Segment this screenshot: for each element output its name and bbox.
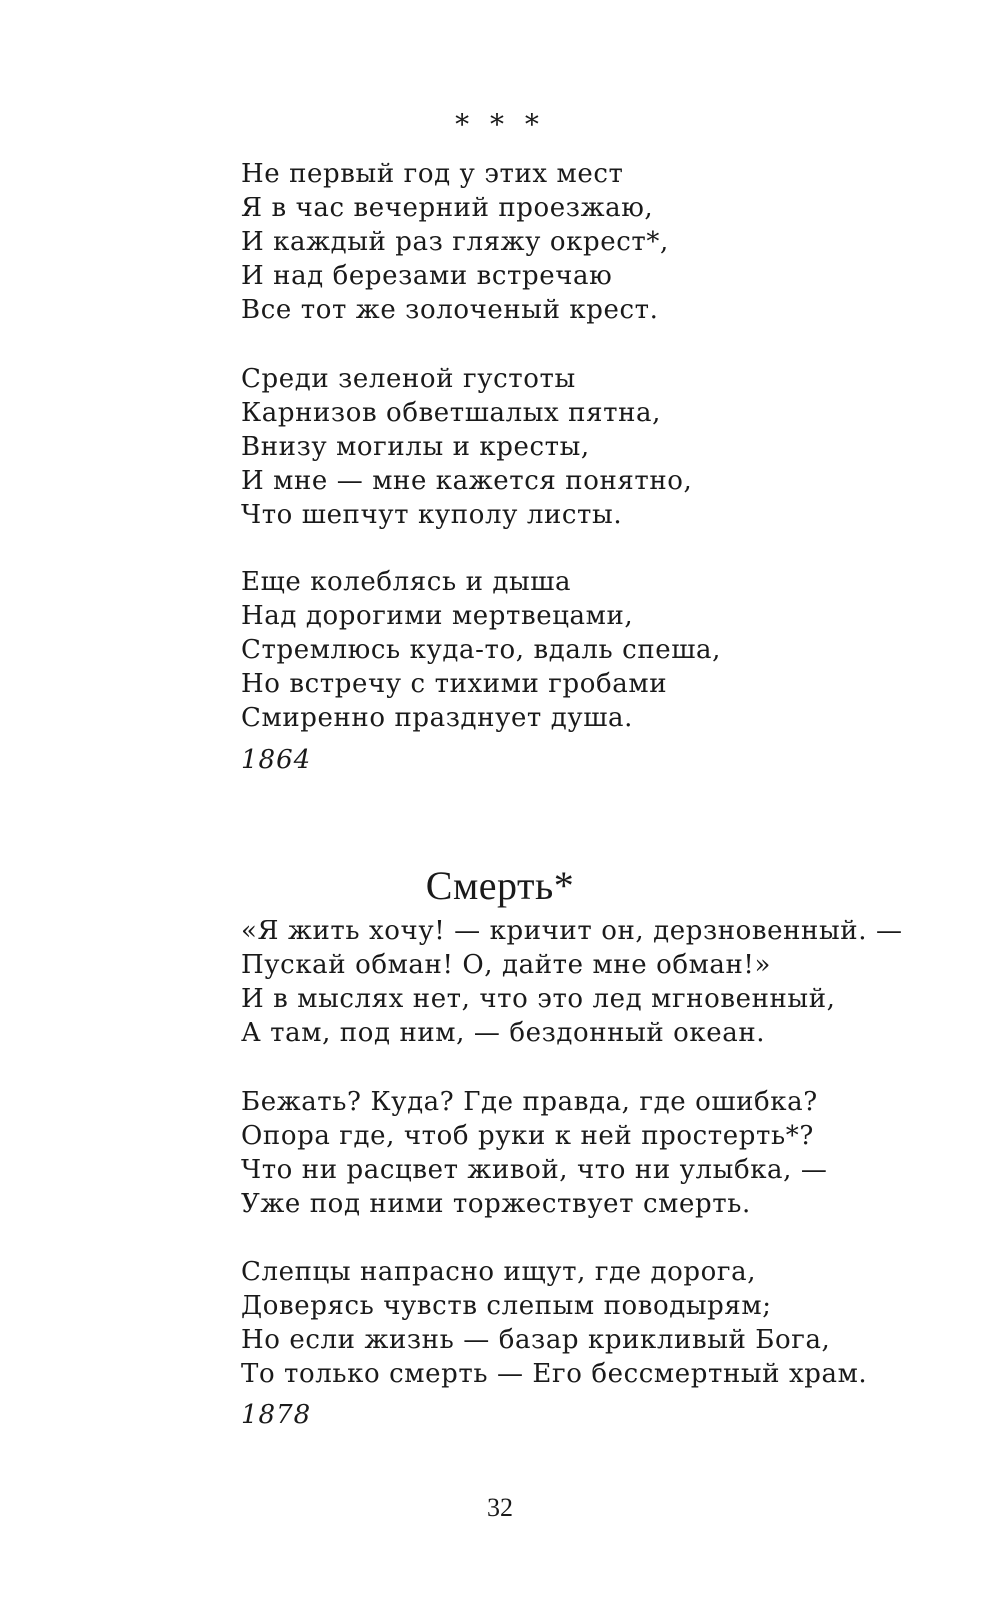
- poem2-stanza-2: [241, 1085, 827, 1221]
- poem1-date: 1864: [241, 745, 312, 775]
- poem-asterism: * * *: [455, 108, 545, 141]
- poem2-stanza-1: [241, 914, 903, 1050]
- poem-line: Я в час вечерний проезжаю,: [241, 193, 654, 223]
- poem-line: Что шепчут куполу листы.: [241, 500, 623, 530]
- poem-line: Внизу могилы и кресты,: [241, 432, 590, 462]
- poem-line: Слепцы напрасно ищут, где дорога,: [241, 1257, 757, 1287]
- poem-line: Доверясь чувств слепым поводырям;: [241, 1291, 772, 1321]
- poem-line: Бежать? Куда? Где правда, где ошибка?: [241, 1087, 818, 1117]
- poem-line: Среди зеленой густоты: [241, 364, 576, 394]
- poem-line: Еще колеблясь и дыша: [241, 567, 572, 597]
- poem1-stanza-3: [241, 565, 721, 735]
- poem1-stanza-1: [241, 157, 669, 327]
- poem-line: Стремлюсь куда-то, вдаль спеша,: [241, 635, 721, 665]
- poem2-title: Смерть*: [425, 863, 575, 908]
- poem-line: Смиренно празднует душа.: [241, 703, 634, 733]
- poem-line: Что ни расцвет живой, что ни улыбка, —: [241, 1155, 828, 1185]
- page-number: 32: [487, 1493, 513, 1522]
- poem-line: «Я жить хочу! — кричит он, дерзновенный. —: [241, 916, 903, 946]
- poem-line: Карнизов обветшалых пятна,: [241, 398, 661, 428]
- poem-line: И каждый раз гляжу окрест*,: [241, 227, 669, 257]
- poem-line: Опора где, чтоб руки к ней простерть*?: [241, 1121, 814, 1151]
- poem2-stanza-3: [241, 1255, 867, 1391]
- poem-line: И мне — мне кажется понятно,: [241, 466, 693, 496]
- poem-line: Пускай обман! О, дайте мне обман!»: [241, 950, 771, 980]
- poem-line: Но если жизнь — базар крикливый Бога,: [241, 1325, 831, 1355]
- poem-line: Все тот же золоченый крест.: [241, 295, 659, 325]
- poem2-date: 1878: [241, 1400, 312, 1430]
- poem-line: Над дорогими мертвецами,: [241, 601, 634, 631]
- poem-line: И над березами встречаю: [241, 261, 613, 291]
- poem-line: И в мыслях нет, что это лед мгновенный,: [241, 984, 836, 1014]
- poem-line: Не первый год у этих мест: [241, 159, 624, 189]
- poem-line: То только смерть — Его бессмертный храм.: [241, 1359, 868, 1389]
- poem1-stanza-2: [241, 362, 692, 532]
- poem-line: А там, под ним, — бездонный океан.: [241, 1018, 766, 1048]
- poem-line: Уже под ними торжествует смерть.: [241, 1189, 751, 1219]
- poem-line: Но встречу с тихими гробами: [241, 669, 668, 699]
